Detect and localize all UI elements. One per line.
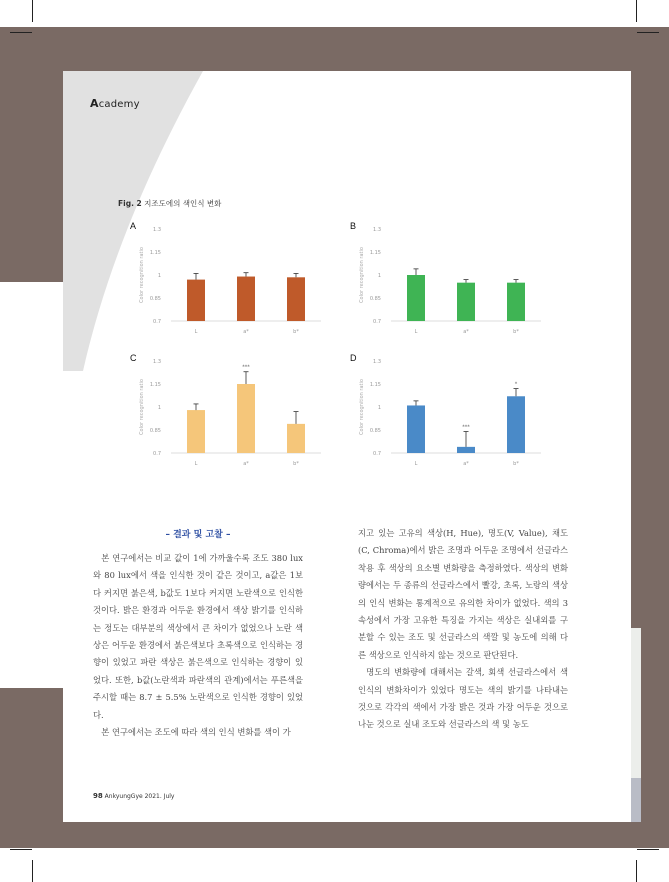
crop-mark <box>32 860 33 882</box>
panel-label: A <box>130 221 137 231</box>
y-tick-label: 1 <box>157 273 161 279</box>
bar <box>507 396 525 453</box>
page-number: 98 <box>93 792 103 800</box>
crop-mark <box>637 849 659 850</box>
y-axis-label: Color recognition ratio <box>139 379 145 435</box>
x-tick-label: L <box>414 461 418 467</box>
x-tick-label: b* <box>513 329 519 335</box>
paragraph: 본 연구에서는 조도에 따라 색의 인식 변화를 색이 가 <box>101 727 291 738</box>
bar <box>457 283 475 321</box>
bar <box>507 283 525 321</box>
page-content <box>63 71 631 822</box>
y-tick-label: 0.85 <box>149 296 161 302</box>
y-tick-label: 1.15 <box>369 250 381 256</box>
chart-panel-a <box>131 223 331 341</box>
y-tick-label: 0.85 <box>369 296 381 302</box>
x-tick-label: L <box>414 329 418 335</box>
significance-label: *** <box>242 364 250 371</box>
y-tick-label: 0.7 <box>153 451 161 457</box>
crop-mark <box>10 849 32 850</box>
side-tab-mid <box>631 778 641 822</box>
y-tick-label: 1.3 <box>373 227 381 233</box>
panel-label: D <box>350 353 357 363</box>
bottom-color-band <box>0 822 669 848</box>
y-tick-label: 1.15 <box>149 250 161 256</box>
results-heading: – 결과 및 고찰 – <box>165 530 231 540</box>
significance-label: * <box>514 381 518 388</box>
y-tick-label: 1 <box>377 273 381 279</box>
panel-label: B <box>350 221 357 231</box>
crop-mark <box>32 0 33 22</box>
chart-panel-c <box>131 355 331 473</box>
left-color-band <box>0 27 63 282</box>
paragraph: 지고 있는 고유의 색상(H, Hue), 명도(V, Value), 채도(C, Chroma)에서 밝은 조명과 어두운 조명에서 선글라스 착용 후 색상의 요소별 변화량을 측정하였다. 색상의 변화량에서는 두 종류의 선글라스에서 빨강, 초록, 노랑의 색상의 인식 변화는 통계적으로 유의한 차이가 없었다. 색의 3속성에서 가장 고유한 특징을 가지는 색상은 실내외를 구분할 수 있는 조도 및 선글라스의 색깔 및 농도에 의해 다른 색상으로 인식하지 않는 것으로 판단된다. <box>358 528 568 660</box>
figure-caption: Fig. 2 지조도에의 색인식 변화 <box>118 199 222 208</box>
bar-chart-d <box>351 355 551 473</box>
journal-name: AnkyungGye 2021. July <box>104 793 175 800</box>
crop-mark <box>636 0 637 22</box>
section-title: Academy <box>90 97 140 110</box>
y-axis-label: Color recognition ratio <box>139 247 145 303</box>
y-tick-label: 1.3 <box>153 227 161 233</box>
paragraph: 명도의 변화량에 대해서는 갈색, 회색 선글라스에서 색 인식의 변화차이가 있었다 명도는 색의 밝기를 나타내는 것으로 각각의 색에서 가장 밝은 것과 가장 어두운 것으로 나눈 것으로 실내 조도와 선글라스의 색 및 농도 <box>358 667 568 730</box>
bar <box>457 447 475 453</box>
bar <box>187 410 205 453</box>
y-tick-label: 0.85 <box>369 428 381 434</box>
chart-panel-b <box>351 223 551 341</box>
bar <box>237 277 255 321</box>
bar-chart-c <box>131 355 331 473</box>
y-tick-label: 1.15 <box>149 382 161 388</box>
page-footer <box>93 792 174 800</box>
x-tick-label: a* <box>463 329 469 335</box>
x-tick-label: L <box>194 329 198 335</box>
text-column-right <box>358 525 568 734</box>
chart-panel-d <box>351 355 551 473</box>
x-tick-label: a* <box>243 461 249 467</box>
crop-mark <box>637 32 659 33</box>
y-tick-label: 1 <box>377 405 381 411</box>
x-tick-label: L <box>194 461 198 467</box>
y-tick-label: 0.85 <box>149 428 161 434</box>
side-tab-light <box>631 628 641 778</box>
crop-mark <box>636 860 637 882</box>
bar <box>407 405 425 453</box>
y-tick-label: 0.7 <box>153 319 161 325</box>
paragraph: 본 연구에서는 비교 값이 1에 가까울수록 조도 380 lux와 80 lux에서 색을 인식한 것이 같은 것이고, a값은 1보다 커지면 붉은색, b값도 1보다 커지면 노란색으로 인식한 것이다. 밝은 환경과 어두운 환경에서 색상 밝기를 인식하는 정도는 대부분의 색상에서 큰 차이가 없었으나 노란 색상은 어두운 환경에서 붉은색보다 초록색으로 인식하는 경향이 있었고 파란 색상은 붉은색으로 인식하는 경향이 있었다. 또한, b값(노란색과 파란색의 관계)에서는 푸른색을 주시할 때는 8.7 ± 5.5% 노란색으로 인식한 경향이 있었다. <box>93 553 303 720</box>
y-tick-label: 0.7 <box>373 319 381 325</box>
y-tick-label: 0.7 <box>373 451 381 457</box>
x-tick-label: b* <box>293 329 299 335</box>
bar <box>287 277 305 321</box>
x-tick-label: b* <box>513 461 519 467</box>
y-tick-label: 1.3 <box>373 359 381 365</box>
bar <box>237 384 255 453</box>
panel-label: C <box>130 353 137 363</box>
y-tick-label: 1.3 <box>153 359 161 365</box>
y-tick-label: 1 <box>157 405 161 411</box>
bar-chart-b <box>351 223 551 341</box>
top-color-band <box>0 27 669 71</box>
bar <box>287 424 305 453</box>
crop-mark <box>10 32 32 33</box>
x-tick-label: a* <box>463 461 469 467</box>
x-tick-label: b* <box>293 461 299 467</box>
bar <box>187 280 205 321</box>
significance-label: *** <box>462 424 470 431</box>
x-tick-label: a* <box>243 329 249 335</box>
bar <box>407 275 425 321</box>
y-tick-label: 1.15 <box>369 382 381 388</box>
y-axis-label: Color recognition ratio <box>359 247 365 303</box>
y-axis-label: Color recognition ratio <box>359 379 365 435</box>
text-column-left <box>93 527 303 741</box>
bar-chart-a <box>131 223 331 341</box>
